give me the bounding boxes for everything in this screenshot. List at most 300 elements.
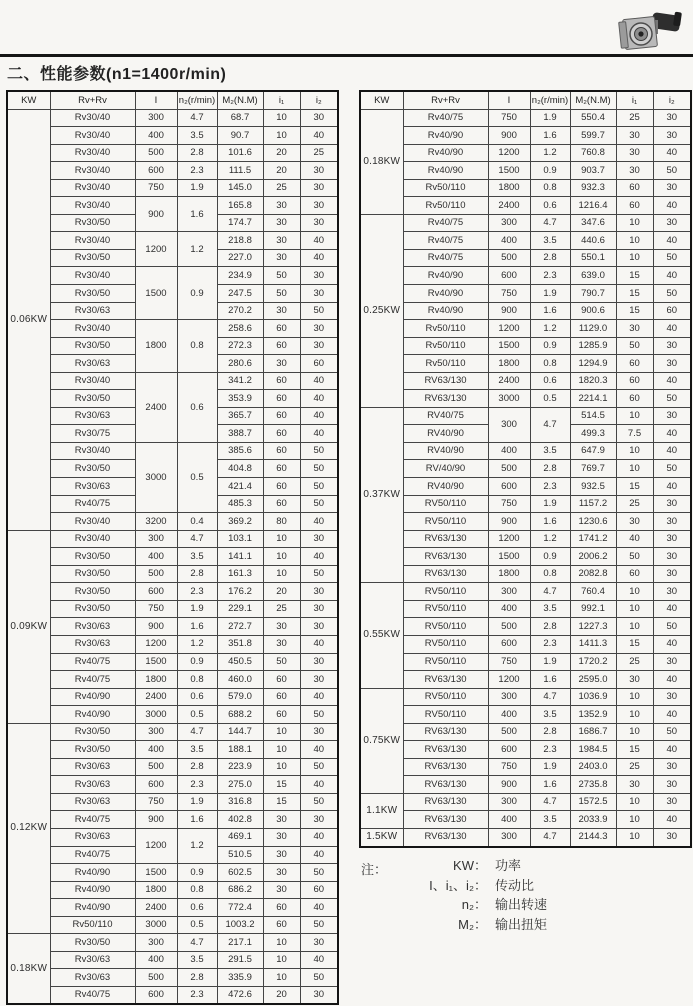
- i2-cell: 40: [300, 425, 338, 443]
- total-ratio-cell: 600: [135, 986, 177, 1004]
- i2-cell: 30: [653, 109, 691, 127]
- output-speed-cell: 3.5: [177, 951, 217, 969]
- output-torque-cell: 932.5: [570, 478, 616, 496]
- note-term: KW：: [453, 858, 487, 873]
- output-speed-cell: 2.3: [177, 986, 217, 1004]
- i2-cell: 30: [653, 214, 691, 232]
- i2-cell: 50: [653, 249, 691, 267]
- model-cell: Rv30/40: [50, 127, 135, 145]
- output-torque-cell: 234.9: [217, 267, 263, 285]
- model-cell: Rv30/63: [50, 951, 135, 969]
- total-ratio-cell: 500: [135, 758, 177, 776]
- output-speed-cell: 1.9: [177, 793, 217, 811]
- total-ratio-cell: 2400: [135, 372, 177, 442]
- total-ratio-cell: 1200: [488, 320, 530, 338]
- model-cell: Rv40/90: [403, 302, 488, 320]
- table-row: [7, 372, 338, 390]
- note-grid: [395, 858, 547, 933]
- i1-cell: 15: [616, 285, 653, 303]
- output-speed-cell: 0.5: [177, 916, 217, 934]
- i1-cell: 60: [263, 320, 300, 338]
- i2-cell: 40: [300, 127, 338, 145]
- output-torque-cell: 639.0: [570, 267, 616, 285]
- output-speed-cell: 0.6: [530, 197, 570, 215]
- table-row: [360, 688, 691, 706]
- total-ratio-cell: 400: [488, 811, 530, 829]
- i1-cell: 30: [616, 162, 653, 180]
- page-title: 二、性能参数(n1=1400r/min): [7, 66, 227, 83]
- total-ratio-cell: 600: [488, 741, 530, 759]
- power-cell: 1.5KW: [360, 828, 403, 846]
- model-cell: Rv30/50: [50, 249, 135, 267]
- table-row: [360, 793, 691, 811]
- i1-cell: 60: [616, 565, 653, 583]
- output-torque-cell: 365.7: [217, 407, 263, 425]
- total-ratio-cell: 300: [488, 214, 530, 232]
- output-speed-cell: 1.2: [530, 144, 570, 162]
- model-cell: RV63/130: [403, 811, 488, 829]
- table-row: [360, 162, 691, 180]
- total-ratio-cell: 3000: [135, 706, 177, 724]
- i2-cell: 40: [653, 425, 691, 443]
- total-ratio-cell: 750: [488, 653, 530, 671]
- output-speed-cell: 0.8: [530, 565, 570, 583]
- i1-cell: 50: [263, 267, 300, 285]
- output-torque-cell: 485.3: [217, 495, 263, 513]
- i1-cell: 60: [263, 372, 300, 390]
- model-cell: RV40/90: [403, 425, 488, 443]
- output-speed-cell: 1.9: [177, 600, 217, 618]
- i1-cell: 10: [616, 706, 653, 724]
- column-header-kw: KW: [7, 91, 50, 109]
- i2-cell: 50: [300, 495, 338, 513]
- model-cell: Rv40/75: [50, 986, 135, 1004]
- output-speed-cell: 0.9: [177, 653, 217, 671]
- output-speed-cell: 3.5: [530, 442, 570, 460]
- i2-cell: 30: [653, 583, 691, 601]
- output-speed-cell: 2.8: [177, 144, 217, 162]
- i1-cell: 10: [616, 460, 653, 478]
- model-cell: RV40/75: [403, 407, 488, 425]
- output-torque-cell: 272.7: [217, 618, 263, 636]
- table-row: [7, 811, 338, 829]
- model-cell: Rv30/50: [50, 583, 135, 601]
- i1-cell: 60: [263, 425, 300, 443]
- i2-cell: 40: [653, 706, 691, 724]
- legend-notes: [361, 858, 547, 933]
- i1-cell: 60: [263, 442, 300, 460]
- i2-cell: 50: [653, 390, 691, 408]
- power-cell: 0.18KW: [360, 109, 403, 214]
- table-row: [360, 478, 691, 496]
- i2-cell: 30: [653, 179, 691, 197]
- model-cell: Rv30/40: [50, 109, 135, 127]
- i1-cell: 30: [263, 828, 300, 846]
- power-cell: 0.25KW: [360, 214, 403, 407]
- i1-cell: 30: [263, 214, 300, 232]
- output-speed-cell: 1.6: [177, 618, 217, 636]
- i1-cell: 60: [616, 179, 653, 197]
- model-cell: RV63/130: [403, 390, 488, 408]
- total-ratio-cell: 300: [135, 723, 177, 741]
- model-cell: Rv30/75: [50, 425, 135, 443]
- total-ratio-cell: 900: [488, 302, 530, 320]
- output-torque-cell: 227.0: [217, 249, 263, 267]
- model-cell: Rv30/63: [50, 793, 135, 811]
- i2-cell: 30: [300, 179, 338, 197]
- table-row: [360, 741, 691, 759]
- column-header-i1: i₁: [263, 91, 300, 109]
- total-ratio-cell: 900: [488, 513, 530, 531]
- model-cell: Rv30/40: [50, 442, 135, 460]
- power-cell: 0.09KW: [7, 530, 50, 723]
- i1-cell: 10: [263, 548, 300, 566]
- output-speed-cell: 0.8: [177, 881, 217, 899]
- i2-cell: 30: [300, 109, 338, 127]
- total-ratio-cell: 900: [488, 127, 530, 145]
- total-ratio-cell: 750: [488, 495, 530, 513]
- table-row: [360, 671, 691, 689]
- output-torque-cell: 353.9: [217, 390, 263, 408]
- i1-cell: 30: [616, 776, 653, 794]
- output-speed-cell: 1.6: [530, 127, 570, 145]
- output-speed-cell: 2.3: [530, 741, 570, 759]
- total-ratio-cell: 750: [135, 600, 177, 618]
- output-speed-cell: 0.4: [177, 513, 217, 531]
- table-row: [7, 951, 338, 969]
- i1-cell: 25: [616, 758, 653, 776]
- output-torque-cell: 223.9: [217, 758, 263, 776]
- output-torque-cell: 421.4: [217, 478, 263, 496]
- model-cell: Rv40/75: [50, 811, 135, 829]
- output-speed-cell: 1.2: [177, 828, 217, 863]
- table-row: [360, 706, 691, 724]
- model-cell: RV50/110: [403, 583, 488, 601]
- i1-cell: 60: [263, 671, 300, 689]
- table-row: [360, 723, 691, 741]
- i2-cell: 50: [653, 723, 691, 741]
- output-torque-cell: 440.6: [570, 232, 616, 250]
- output-torque-cell: 369.2: [217, 513, 263, 531]
- i2-cell: 50: [653, 618, 691, 636]
- output-torque-cell: 174.7: [217, 214, 263, 232]
- output-speed-cell: 0.6: [177, 899, 217, 917]
- model-cell: Rv30/50: [50, 214, 135, 232]
- i1-cell: 10: [616, 214, 653, 232]
- total-ratio-cell: 750: [135, 793, 177, 811]
- i1-cell: 10: [616, 583, 653, 601]
- i1-cell: 30: [616, 513, 653, 531]
- model-cell: Rv40/90: [403, 162, 488, 180]
- total-ratio-cell: 400: [135, 548, 177, 566]
- output-torque-cell: 450.5: [217, 653, 263, 671]
- i2-cell: 30: [300, 197, 338, 215]
- i1-cell: 10: [263, 565, 300, 583]
- table-row: [360, 618, 691, 636]
- model-cell: Rv40/75: [403, 249, 488, 267]
- total-ratio-cell: 3200: [135, 513, 177, 531]
- i1-cell: 15: [616, 635, 653, 653]
- i1-cell: 30: [263, 249, 300, 267]
- table-row: [7, 916, 338, 934]
- i2-cell: 40: [300, 846, 338, 864]
- output-speed-cell: 4.7: [530, 688, 570, 706]
- total-ratio-cell: 600: [135, 776, 177, 794]
- i2-cell: 50: [300, 302, 338, 320]
- output-torque-cell: 1230.6: [570, 513, 616, 531]
- note-term: I、i₁、i₂：: [429, 877, 487, 893]
- i1-cell: 60: [616, 197, 653, 215]
- table-row: [360, 460, 691, 478]
- table-row: [7, 144, 338, 162]
- output-torque-cell: 992.1: [570, 600, 616, 618]
- total-ratio-cell: 300: [488, 407, 530, 442]
- table-row: [360, 442, 691, 460]
- output-speed-cell: 0.5: [177, 706, 217, 724]
- total-ratio-cell: 1800: [488, 179, 530, 197]
- table-row: [360, 583, 691, 601]
- table-row: [7, 197, 338, 215]
- output-speed-cell: 1.9: [530, 758, 570, 776]
- i2-cell: 30: [300, 618, 338, 636]
- i1-cell: 15: [616, 267, 653, 285]
- note-definition: 输出转速: [495, 897, 548, 912]
- total-ratio-cell: 400: [488, 600, 530, 618]
- output-torque-cell: 141.1: [217, 548, 263, 566]
- i1-cell: 60: [616, 355, 653, 373]
- i2-cell: 40: [653, 635, 691, 653]
- output-torque-cell: 550.1: [570, 249, 616, 267]
- table-row: [7, 776, 338, 794]
- i1-cell: 30: [263, 881, 300, 899]
- i1-cell: 15: [263, 776, 300, 794]
- model-cell: Rv30/63: [50, 758, 135, 776]
- model-cell: RV63/130: [403, 723, 488, 741]
- power-cell: 0.55KW: [360, 583, 403, 688]
- table-row: [360, 355, 691, 373]
- note-term: n₂：: [461, 897, 487, 912]
- output-torque-cell: 2735.8: [570, 776, 616, 794]
- output-torque-cell: 1352.9: [570, 706, 616, 724]
- model-cell: RV50/110: [403, 618, 488, 636]
- output-speed-cell: 2.3: [530, 267, 570, 285]
- i2-cell: 50: [653, 285, 691, 303]
- i2-cell: 40: [300, 828, 338, 846]
- output-speed-cell: 3.5: [177, 548, 217, 566]
- table-header-row: [360, 91, 691, 109]
- table-row: [7, 179, 338, 197]
- i1-cell: 15: [263, 793, 300, 811]
- total-ratio-cell: 400: [135, 951, 177, 969]
- model-cell: Rv40/90: [50, 864, 135, 882]
- table-row: [360, 776, 691, 794]
- i1-cell: 10: [263, 109, 300, 127]
- i1-cell: 50: [263, 285, 300, 303]
- i1-cell: 30: [263, 846, 300, 864]
- table-row: [7, 232, 338, 250]
- i2-cell: 50: [300, 478, 338, 496]
- total-ratio-cell: 500: [135, 565, 177, 583]
- model-cell: RV63/130: [403, 565, 488, 583]
- output-torque-cell: 903.7: [570, 162, 616, 180]
- total-ratio-cell: 300: [488, 583, 530, 601]
- table-row: [7, 793, 338, 811]
- performance-table-left: [6, 90, 339, 1005]
- output-torque-cell: 1411.3: [570, 635, 616, 653]
- total-ratio-cell: 1800: [135, 881, 177, 899]
- header-divider-rule: [0, 54, 693, 57]
- output-torque-cell: 280.6: [217, 355, 263, 373]
- column-header-output-speed: n₂(r/min): [177, 91, 217, 109]
- column-header-output-torque: M₂(N.M): [217, 91, 263, 109]
- output-speed-cell: 0.8: [530, 355, 570, 373]
- output-torque-cell: 188.1: [217, 741, 263, 759]
- i1-cell: 30: [616, 127, 653, 145]
- i1-cell: 10: [263, 530, 300, 548]
- model-cell: Rv30/40: [50, 320, 135, 338]
- i2-cell: 40: [300, 688, 338, 706]
- i1-cell: 60: [263, 495, 300, 513]
- output-speed-cell: 1.6: [177, 197, 217, 232]
- total-ratio-cell: 1200: [488, 144, 530, 162]
- column-header-ratio: I: [135, 91, 177, 109]
- i1-cell: 15: [616, 741, 653, 759]
- output-speed-cell: 4.7: [530, 793, 570, 811]
- output-torque-cell: 932.3: [570, 179, 616, 197]
- table-row: [360, 127, 691, 145]
- output-speed-cell: 1.9: [530, 653, 570, 671]
- output-speed-cell: 2.8: [530, 460, 570, 478]
- total-ratio-cell: 900: [135, 618, 177, 636]
- model-cell: RV40/90: [403, 478, 488, 496]
- i1-cell: 60: [263, 706, 300, 724]
- i1-cell: 10: [263, 741, 300, 759]
- power-cell: 0.37KW: [360, 407, 403, 582]
- output-torque-cell: 602.5: [217, 864, 263, 882]
- output-speed-cell: 2.8: [177, 969, 217, 987]
- output-torque-cell: 316.8: [217, 793, 263, 811]
- output-torque-cell: 2595.0: [570, 671, 616, 689]
- total-ratio-cell: 300: [488, 828, 530, 846]
- output-torque-cell: 90.7: [217, 127, 263, 145]
- model-cell: RV50/110: [403, 513, 488, 531]
- table-row: [360, 232, 691, 250]
- i1-cell: 30: [616, 671, 653, 689]
- model-cell: Rv30/63: [50, 828, 135, 846]
- table-row: [360, 600, 691, 618]
- output-torque-cell: 1820.3: [570, 372, 616, 390]
- output-torque-cell: 769.7: [570, 460, 616, 478]
- total-ratio-cell: 300: [488, 688, 530, 706]
- output-torque-cell: 1003.2: [217, 916, 263, 934]
- table-row: [7, 828, 338, 846]
- i1-cell: 10: [263, 127, 300, 145]
- total-ratio-cell: 600: [488, 267, 530, 285]
- total-ratio-cell: 300: [135, 109, 177, 127]
- note-definition: 功率: [495, 858, 522, 873]
- output-speed-cell: 3.5: [177, 741, 217, 759]
- i1-cell: 10: [616, 793, 653, 811]
- table-row: [7, 653, 338, 671]
- table-row: [7, 969, 338, 987]
- total-ratio-cell: 1500: [488, 548, 530, 566]
- output-speed-cell: 2.8: [530, 618, 570, 636]
- i1-cell: 15: [616, 478, 653, 496]
- model-cell: Rv40/90: [403, 127, 488, 145]
- total-ratio-cell: 600: [488, 635, 530, 653]
- model-cell: Rv40/90: [50, 881, 135, 899]
- i2-cell: 30: [653, 355, 691, 373]
- output-torque-cell: 145.0: [217, 179, 263, 197]
- total-ratio-cell: 750: [488, 285, 530, 303]
- model-cell: Rv30/63: [50, 618, 135, 636]
- i1-cell: 60: [263, 337, 300, 355]
- table-row: [360, 372, 691, 390]
- i2-cell: 30: [653, 495, 691, 513]
- table-row: [7, 758, 338, 776]
- output-speed-cell: 1.2: [530, 320, 570, 338]
- output-torque-cell: 686.2: [217, 881, 263, 899]
- i1-cell: 10: [616, 232, 653, 250]
- output-speed-cell: 3.5: [530, 706, 570, 724]
- output-torque-cell: 270.2: [217, 302, 263, 320]
- model-cell: Rv40/75: [403, 214, 488, 232]
- output-speed-cell: 2.8: [177, 565, 217, 583]
- total-ratio-cell: 1200: [135, 828, 177, 863]
- model-cell: Rv30/40: [50, 179, 135, 197]
- i2-cell: 25: [300, 144, 338, 162]
- table-row: [7, 583, 338, 601]
- i1-cell: 60: [263, 916, 300, 934]
- table-row: [7, 706, 338, 724]
- output-torque-cell: 385.6: [217, 442, 263, 460]
- i2-cell: 40: [300, 776, 338, 794]
- i2-cell: 40: [300, 513, 338, 531]
- table-row: [360, 144, 691, 162]
- model-cell: Rv40/90: [403, 285, 488, 303]
- power-cell: 0.06KW: [7, 109, 50, 530]
- output-speed-cell: 0.9: [177, 267, 217, 320]
- output-torque-cell: 404.8: [217, 460, 263, 478]
- output-speed-cell: 3.5: [177, 127, 217, 145]
- power-cell: 0.18KW: [7, 934, 50, 1005]
- table-row: [360, 811, 691, 829]
- i2-cell: 50: [653, 162, 691, 180]
- output-speed-cell: 0.6: [177, 688, 217, 706]
- output-torque-cell: 165.8: [217, 197, 263, 215]
- model-cell: RV63/130: [403, 671, 488, 689]
- i2-cell: 50: [300, 442, 338, 460]
- column-header-i1: i₁: [616, 91, 653, 109]
- total-ratio-cell: 1500: [135, 653, 177, 671]
- table-row: [360, 828, 691, 846]
- model-cell: RV50/110: [403, 635, 488, 653]
- total-ratio-cell: 2400: [135, 899, 177, 917]
- i2-cell: 40: [300, 249, 338, 267]
- output-torque-cell: 2082.8: [570, 565, 616, 583]
- i1-cell: 10: [616, 688, 653, 706]
- table-row: [360, 530, 691, 548]
- i1-cell: 40: [616, 530, 653, 548]
- i2-cell: 30: [653, 565, 691, 583]
- table-row: [360, 758, 691, 776]
- model-cell: RV63/130: [403, 530, 488, 548]
- output-speed-cell: 4.7: [530, 583, 570, 601]
- model-cell: RV63/130: [403, 758, 488, 776]
- model-cell: RV50/110: [403, 706, 488, 724]
- i1-cell: 10: [616, 249, 653, 267]
- table-row: [360, 320, 691, 338]
